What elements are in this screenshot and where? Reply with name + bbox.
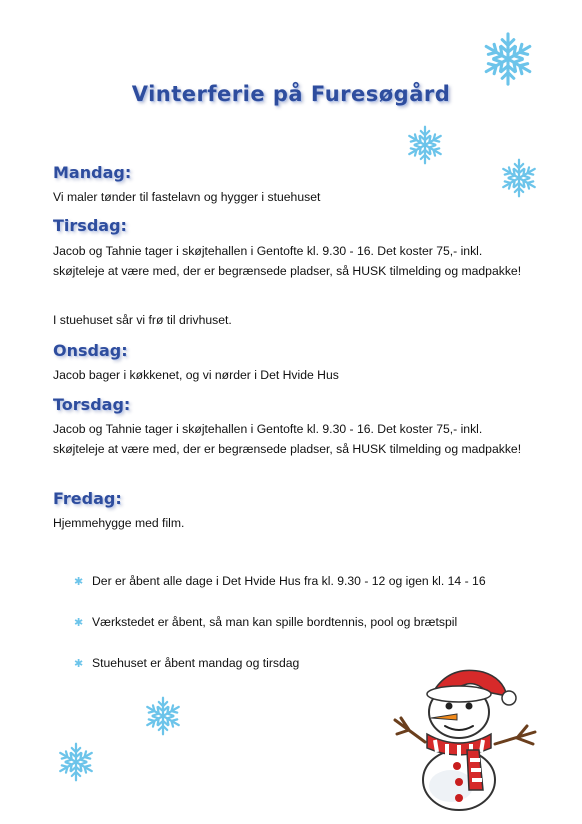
snowflake-icon — [142, 695, 184, 737]
day-text-fredag: Hjemmehygge med film. — [53, 516, 185, 530]
info-bullet-text: Der er åbent alle dage i Det Hvide Hus fra kl. 9.30 - 12 og igen kl. 14 - 16 — [92, 574, 486, 588]
star-bullet-icon: ✱ — [74, 576, 84, 588]
star-bullet-icon: ✱ — [74, 658, 84, 670]
info-bullet — [74, 655, 299, 672]
day-text-onsdag: Jacob bager i køkkenet, og vi nørder i Det Hvide Hus — [53, 368, 339, 382]
info-bullet-text: Værkstedet er åbent, så man kan spille bordtennis, pool og brætspil — [92, 615, 458, 629]
snowflake-icon — [404, 124, 446, 166]
snowflake-icon — [498, 157, 540, 199]
snowflake-icon — [479, 30, 537, 88]
star-bullet-icon: ✱ — [74, 617, 84, 629]
day-text-tirsdag: Jacob og Tahnie tager i skøjtehallen i Gentofte kl. 9.30 - 16. Det koster 75,- inkl. skøjteleje at være med, der er begrænsede pladser, så HUSK tilmelding og madpakke! — [53, 244, 522, 278]
snowman-illustration — [387, 662, 547, 812]
day-heading-mandag: Mandag: — [53, 163, 132, 182]
day-heading-onsdag: Onsdag: — [53, 341, 128, 360]
day-heading-fredag: Fredag: — [53, 489, 122, 508]
page-title: Vinterferie på Furesøgård — [131, 82, 451, 106]
day-text-tirsdag-2: I stuehuset sår vi frø til drivhuset. — [53, 313, 232, 327]
day-heading-tirsdag: Tirsdag: — [53, 216, 127, 235]
info-bullet — [74, 614, 457, 631]
info-bullet — [74, 573, 486, 590]
day-heading-torsdag: Torsdag: — [53, 395, 131, 414]
info-bullet-text: Stuehuset er åbent mandag og tirsdag — [92, 656, 300, 670]
snowflake-icon — [55, 741, 97, 783]
day-text-mandag: Vi maler tønder til fastelavn og hygger i stuehuset — [53, 190, 321, 204]
day-text-torsdag: Jacob og Tahnie tager i skøjtehallen i Gentofte kl. 9.30 - 16. Det koster 75,- inkl. skøjteleje at være med, der er begrænsede pladser, så HUSK tilmelding og madpakke! — [53, 422, 522, 456]
